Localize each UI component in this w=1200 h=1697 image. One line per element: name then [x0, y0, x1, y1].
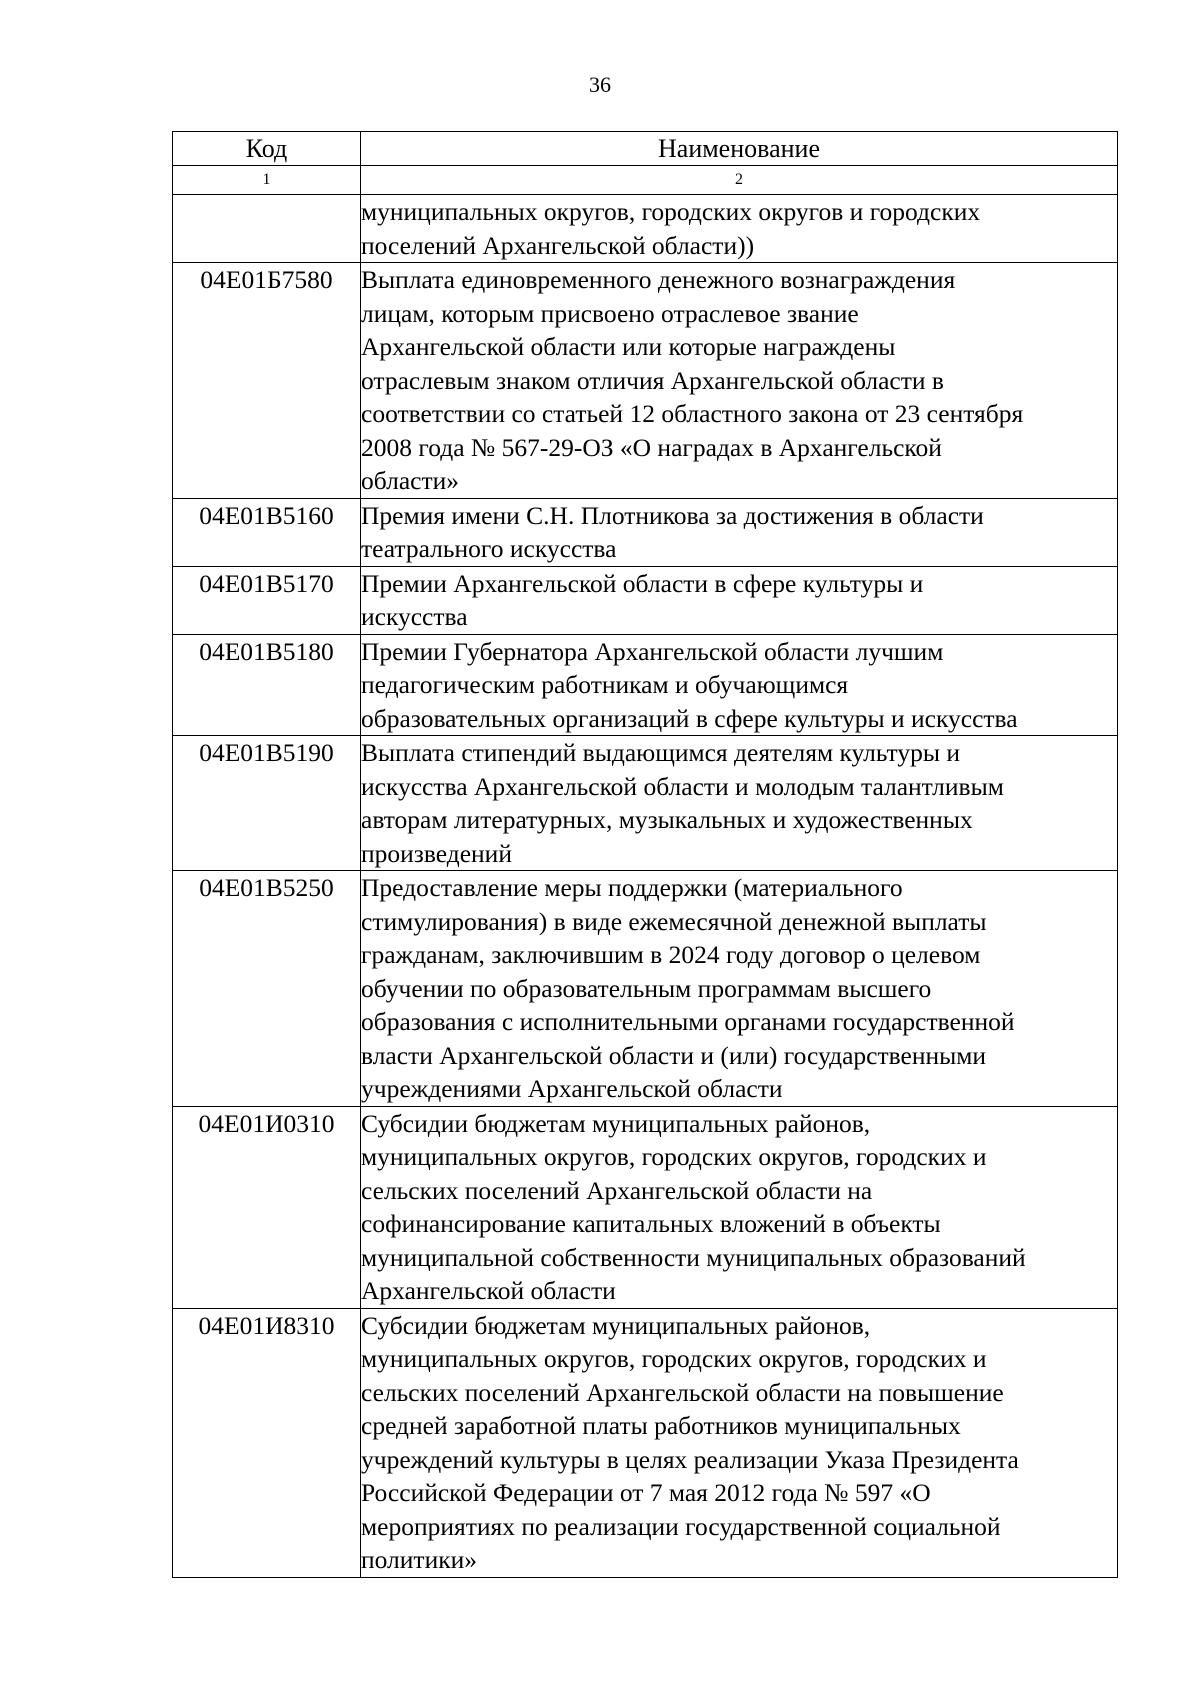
row-name-line: власти Архангельской области и (или) государственными — [361, 1040, 987, 1070]
column-number-code: 1 — [173, 166, 361, 195]
table-row — [173, 1106, 1118, 1308]
row-code: 04Е01И0310 — [173, 1106, 361, 1308]
row-name-line: педагогическим работникам и обучающимся — [361, 670, 849, 699]
table-row — [173, 736, 1118, 871]
table-row — [173, 498, 1118, 566]
row-code: 04Е01В5180 — [173, 634, 361, 736]
row-name — [361, 1308, 1118, 1577]
column-number-name: 2 — [361, 166, 1118, 195]
row-name — [361, 871, 1118, 1107]
row-name-line: Субсидии бюджетам муниципальных районов, — [361, 1310, 871, 1340]
row-name-line: авторам литературных, музыкальных и художественных — [361, 805, 973, 834]
row-name-line: отраслевым знаком отличия Архангельской области в — [361, 365, 944, 395]
row-name-line: обучении по образовательным программам высшего — [361, 973, 932, 1003]
row-name-line: искусства Архангельской области и молодым талантливым — [361, 771, 1004, 801]
row-name-line: стимулирования) в виде ежемесячной денежной выплаты — [361, 906, 987, 936]
row-name — [361, 566, 1118, 634]
row-name-line: Российской Федерации от 7 мая 2012 года № 597 «О — [361, 1478, 931, 1507]
row-name-line: Архангельской области — [361, 1276, 616, 1305]
row-code: 04Е01В5250 — [173, 871, 361, 1107]
row-name-line: лицам, которым присвоено отраслевое звание — [361, 298, 859, 328]
row-name-line: Выплата стипендий выдающимся деятелям культуры и — [361, 738, 960, 767]
row-name-line: Субсидии бюджетам муниципальных районов, — [361, 1108, 871, 1138]
row-code: 04Е01Б7580 — [173, 263, 361, 499]
row-name-line: муниципальных округов, городских округов, городских и — [361, 1344, 987, 1373]
row-name — [361, 634, 1118, 736]
row-name — [361, 498, 1118, 566]
row-name-line: учреждений культуры в целях реализации Указа Президента — [361, 1444, 1019, 1474]
row-name-line: произведений — [361, 838, 512, 868]
row-name-line: Премия имени С.Н. Плотникова за достижения в области — [361, 500, 984, 530]
header-row — [173, 132, 1118, 166]
row-name-line: муниципальных округов, городских округов и городских — [361, 197, 981, 226]
table-body — [173, 195, 1118, 1578]
row-name — [361, 195, 1118, 263]
table-row — [173, 634, 1118, 736]
row-name-line: образовательных организаций в сфере культуры и искусства — [361, 703, 1018, 733]
row-name-line: сельских поселений Архангельской области на повышение — [361, 1377, 1004, 1407]
row-name-line: гражданам, заключившим в 2024 году договор о целевом — [361, 940, 981, 969]
table-row — [173, 195, 1118, 263]
row-code: 04Е01В5190 — [173, 736, 361, 871]
row-name-line: средней заработной платы работников муниципальных — [361, 1411, 961, 1440]
row-name-line: Выплата единовременного денежного вознаграждения — [361, 265, 956, 294]
table-row — [173, 263, 1118, 499]
row-name-line: 2008 года № 567-29-ОЗ «О наградах в Архангельской — [361, 432, 942, 462]
row-code: 04Е01В5160 — [173, 498, 361, 566]
row-code — [173, 195, 361, 263]
row-name — [361, 263, 1118, 499]
row-name-line: муниципальной собственности муниципальных образований — [361, 1242, 1026, 1272]
row-name-line: мероприятиях по реализации государственной социальной — [361, 1511, 1001, 1541]
row-name-line: муниципальных округов, городских округов, городских и — [361, 1142, 987, 1171]
row-name — [361, 736, 1118, 871]
table-row — [173, 1308, 1118, 1577]
row-name-line: Премии Губернатора Архангельской области лучшим — [361, 636, 944, 666]
row-name-line: образования с исполнительными органами государственной — [361, 1007, 1015, 1036]
row-name-line: искусства — [361, 602, 468, 631]
row-code: 04Е01В5170 — [173, 566, 361, 634]
row-name-line: политики» — [361, 1545, 478, 1574]
row-name-line: области» — [361, 466, 459, 495]
header-code: Код — [173, 132, 361, 166]
row-name-line: соответствии со статьей 12 областного закона от 23 сентября — [361, 399, 1024, 428]
table-row — [173, 871, 1118, 1107]
header-name: Наименование — [361, 132, 1118, 166]
budget-codes-table — [172, 131, 1118, 1578]
row-name-line: сельских поселений Архангельской области на — [361, 1175, 873, 1205]
row-code: 04Е01И8310 — [173, 1308, 361, 1577]
table-header — [173, 132, 1118, 195]
row-name-line: поселений Архангельской области)) — [361, 230, 755, 260]
page-number: 36 — [589, 72, 611, 97]
column-number-row — [173, 166, 1118, 195]
row-name-line: Предоставление меры поддержки (материального — [361, 873, 903, 902]
table-row — [173, 566, 1118, 634]
row-name-line: Премии Архангельской области в сфере культуры и — [361, 568, 924, 598]
row-name — [361, 1106, 1118, 1308]
row-name-line: учреждениями Архангельской области — [361, 1074, 783, 1103]
row-name-line: Архангельской области или которые награждены — [361, 332, 896, 361]
row-name-line: софинансирование капитальных вложений в объекты — [361, 1209, 941, 1238]
row-name-line: театрального искусства — [361, 534, 617, 563]
